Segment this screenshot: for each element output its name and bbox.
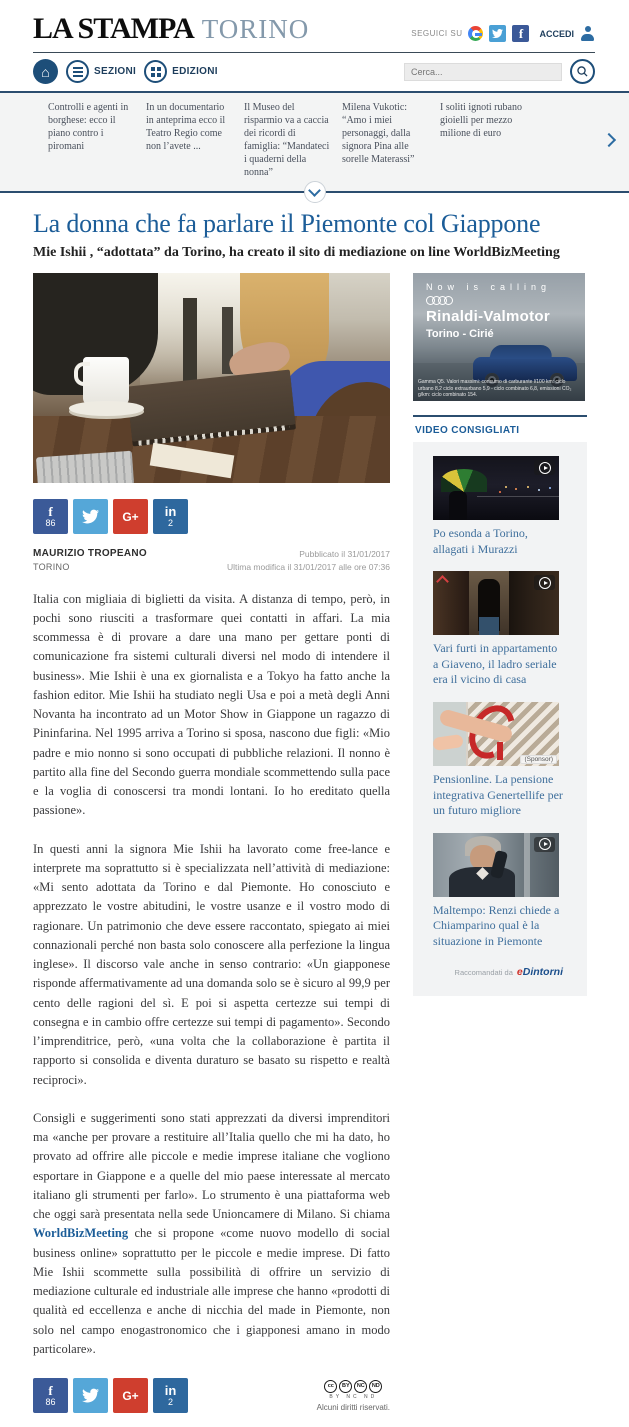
sidebar [413,273,587,1427]
facebook-f-glyph: f [48,504,53,519]
twitter-icon[interactable] [489,25,506,42]
author-location: TORINO [33,562,70,572]
follow-label: SEGUICI SU [411,29,463,38]
hamburger-menu-icon [66,60,89,83]
ad-dealer-location: Torino - Cirié [426,328,494,340]
login-button[interactable]: ACCEDI [539,28,574,39]
page-title: La donna che fa parlare il Piemonte col Giappone [33,209,541,238]
share-twitter-button[interactable] [73,499,108,534]
sponsor-badge: (Sponsor) [520,755,557,764]
gplus-glyph: G+ [122,1388,139,1403]
play-icon [534,575,555,590]
logo-edition-torino: TORINO [201,14,310,44]
byline [33,548,390,574]
paragraph-text: che si propone «come nuovo modello di social business online» soprattutto per le piccole e medie imprese. Di fatto Mie Ishii scommette sulla possibilità di offrire un servizio di mediazione culturale ed industriale alle imprese che hanno «prodotti di qualità ed eccellenza e anche di nicchia del made in Piemonte, non solo nel campo enogastronomico che i giapponesi amano in modo particolare». [33,1226,390,1356]
magnifier-icon [576,65,589,78]
article-footer [33,1378,390,1427]
cc-icon [324,1380,337,1393]
ad-legal-text: Gamma Q5. Valori massimi: consumo di carburante l/100 km: ciclo urbano 8,2 ciclo extraurbano 5,9 - ciclo combinato 6,8, emissioni CO₂ g/km: ciclo combinato 154. [418,378,572,399]
recommended-label: Raccomandati da [454,967,513,977]
video-thumbnail [433,571,559,635]
paragraph: Italia con migliaia di biglietti da visita. A distanza di tempo, però, in pochi sono riusciti a trasformare quei contatti in affari. La mia scommessa è di provare a dare una mano per gettare ponti di comunicazione fra sistemi culturali diversi nel modo di intendere il business». Mie Ishii è una ex giornalista e a Tokyo ha fatto anche la fashion editor. Mie Ishii ha studiato negli Usa e poi a metà degli Anni Novanta ha incontrato ad un Motor Show in Giappone un ragazzo di Pininfarina. Nel 1995 arriva a Torino si sposa, nascono due figli: «Mio padre e mio nonno si sono occupati di pubbliche relazioni. Il nonno è partito alla fine del Secondo guerra mondiale scommettendo sulla pace e la voglia di conoscersi tra mondi lontani. Io ho ereditato quella passione». [33,591,390,818]
audi-dealer-ad[interactable] [413,273,585,401]
ticker-item[interactable]: Il Museo del risparmio va a caccia dei ricordi di famiglia: “Mandateci i quaderni della nonna” [244,102,330,178]
video-thumbnail [433,702,559,766]
video-caption[interactable]: Pensionline. La pensione integrativa Genertellife per un futuro migliore [433,771,563,818]
share-googleplus-button[interactable] [113,1378,148,1413]
video-item[interactable] [413,702,587,833]
cc-by-icon [339,1380,352,1393]
share-bar-top [33,499,390,534]
ticker-item[interactable]: Controlli e agenti in borghese: ecco il piano contro i piromani [48,102,129,152]
nav-sezioni[interactable] [66,60,136,83]
videos-section-title: VIDEO CONSIGLIATI [415,425,520,436]
header-top [33,12,595,53]
play-icon [534,460,555,475]
edintorni-rest: Dintorni [522,965,563,978]
videos-panel [413,442,587,996]
ad-tagline: Now is calling [426,282,552,292]
masthead-logo[interactable] [33,12,309,46]
audi-rings-icon [413,292,585,305]
license-note: Alcuni diritti riservati. [316,1402,390,1412]
facebook-share-count: 86 [45,518,56,528]
linkedin-share-count: 2 [167,518,173,528]
video-thumbnail [433,456,559,520]
share-facebook-button[interactable] [33,499,68,534]
grid-icon [144,60,167,83]
published-date: Pubblicato il 31/01/2017 [299,549,390,559]
video-thumbnail [433,833,559,897]
linkedin-in-glyph: in [164,1383,177,1398]
google-plus-icon[interactable] [468,26,483,41]
share-linkedin-button[interactable] [153,1378,188,1413]
news-ticker [0,91,629,193]
video-item[interactable] [413,571,587,702]
search-button[interactable] [570,59,595,84]
home-button[interactable]: ⌂ [33,59,58,84]
video-item[interactable] [413,456,587,571]
creative-commons-icons [317,1380,390,1393]
worldbizmeeting-link[interactable]: WorldBizMeeting [33,1226,129,1241]
paragraph [33,1109,390,1359]
article-main-column [33,273,390,1427]
twitter-bird-icon [82,1387,99,1404]
paragraph: In questi anni la signora Mie Ishii ha lavorato come free-lance e interprete ma soprattutto si è specializzata nell’attività di mediazione: «Mi sento adottata da Torino e dal Piemonte. Ho conosciuto e apprezzato le vostre abitudini, le vostre usanze e il vostro modo di ragionare. Un patrimonio che deve essere raccontato, spiegato ai miei connazionali perché non basta solo conoscere alla perfezione la lingua inglese». Il discorso vale anche in senso contrario: «Un giapponese risponde affermativamente ad una domanda solo se è sicuro al 99,9 per cento delle ragioni del sì. E poi si aspetta certezze sui tempi di consegna e in cambio offre certezze sui tempi di pagamento». Secondo l’imprenditrice, però, «una volta che la collaborazione è partita il rapporto si consolida e diventa duraturo se basato su rispetto e realtà reciproci». [33,841,390,1087]
gplus-glyph: G+ [122,509,139,524]
nav-edizioni-label: EDIZIONI [172,66,218,77]
ticker-item[interactable]: In un documentario in anteprima ecco il Teatro Regio come non l’avete ... [146,102,226,152]
license-block [317,1380,390,1412]
header [0,0,629,91]
ad-dealer-name: Rinaldi-Valmotor [426,308,550,325]
author-name: MAURIZIO TROPEANO [33,548,147,559]
video-caption[interactable]: Po esonda a Torino, allagati i Murazzi [433,526,528,556]
share-linkedin-button[interactable] [153,499,188,534]
recommended-by [413,964,587,988]
header-nav [33,53,595,91]
share-bar-bottom [33,1378,188,1413]
article-head [0,193,629,261]
logo-la-stampa: LA STAMPA [33,12,194,45]
header-actions [411,25,595,46]
linkedin-share-count: 2 [167,1397,173,1407]
play-icon [534,837,555,852]
publish-dates [227,548,390,574]
modified-date: Ultima modifica il 31/01/2017 alle ore 07:36 [226,561,390,572]
video-caption[interactable]: Maltempo: Renzi chiede a Chiamparino qual è la situazione in Piemonte [433,902,560,948]
cc-nc-icon [354,1380,367,1393]
license-tags: BY NC ND [329,1393,378,1400]
linkedin-in-glyph: in [164,504,177,519]
article-subtitle: Mie Ishii , “adottata” da Torino, ha creato il sito di mediazione on line WorldBizMeeting [33,245,560,260]
article-image [33,273,390,483]
share-facebook-button[interactable] [33,1378,68,1413]
ticker-item[interactable]: I soliti ignoti rubano gioielli per mezzo milione di euro [440,102,522,139]
cc-nd-icon [369,1380,382,1393]
article-body [33,590,390,1360]
user-account-icon[interactable] [580,26,595,41]
edintorni-e: e [516,965,523,978]
facebook-f-glyph: f [48,1383,53,1398]
videos-header [413,415,587,442]
ticker-collapse-chevron-icon[interactable] [304,181,326,203]
ticker-item[interactable]: Milena Vukotic: “Amo i miei personaggi, dalla signora Pina alle sorelle Materassi” [342,102,415,165]
video-item[interactable] [413,833,587,964]
nav-edizioni[interactable] [144,60,218,83]
content [0,261,629,1427]
search-input[interactable] [404,63,562,81]
facebook-icon[interactable]: f [512,25,529,42]
ticker-next-arrow-icon[interactable] [601,133,615,147]
share-twitter-button[interactable] [73,1378,108,1413]
twitter-bird-glyph [492,28,503,39]
twitter-bird-icon [82,508,99,525]
video-caption[interactable]: Vari furti in appartamento a Giaveno, il ladro seriale era il vicino di casa [433,641,558,687]
facebook-share-count: 86 [45,1397,56,1407]
paragraph-text: Consigli e suggerimenti sono stati apprezzati da diversi imprenditori ma «anche per provare a restituire all’Italia quello che mi ha dato, ho provato ad offrire alle piccole e medie imprese italiane che vogliono esportare in Giappone e a quelle del mio paese interessate al mercato italiano gli strumenti per farlo». Lo strumento è una piattaforma web che oggi sarà presentata nella sede Unioncamere di Milano. Si chiama [33,1110,390,1221]
nav-sezioni-label: SEZIONI [94,66,137,77]
edintorni-logo[interactable] [517,966,563,978]
share-googleplus-button[interactable] [113,499,148,534]
car-illustration [473,357,577,381]
